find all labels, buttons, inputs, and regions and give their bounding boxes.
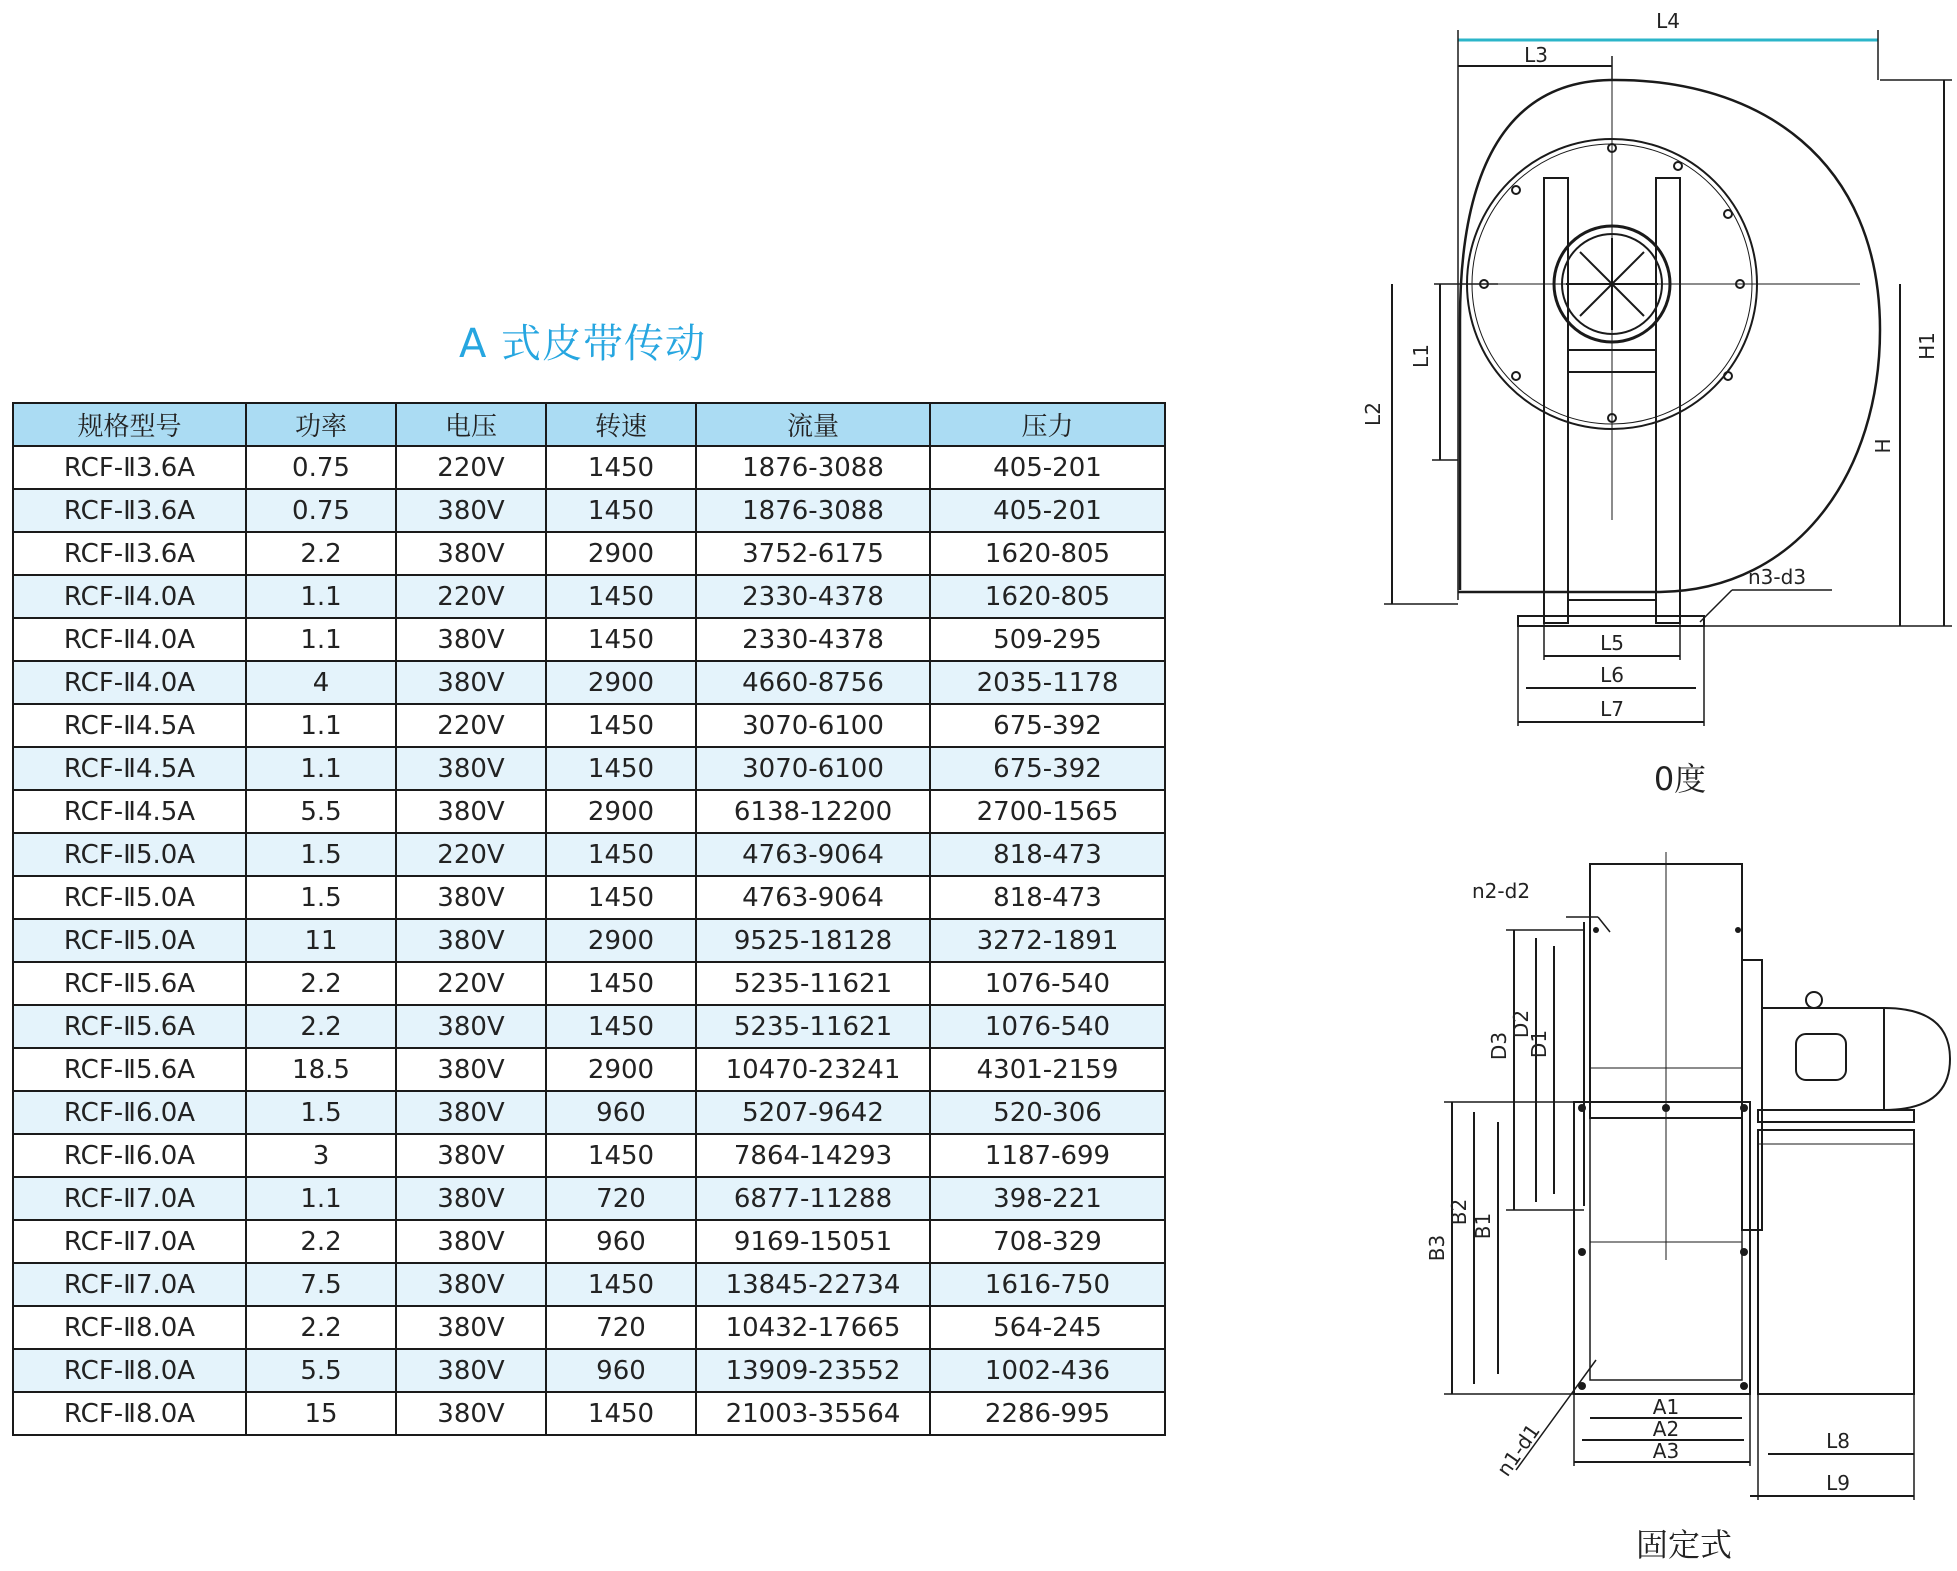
label-a1: A1: [1652, 1395, 1680, 1419]
label-l5: L5: [1600, 631, 1624, 655]
table-row: [13, 1091, 1165, 1134]
cell-power: 1.5: [246, 1091, 396, 1134]
cell-power: 2.2: [246, 1005, 396, 1048]
cell-speed: 1450: [546, 1005, 696, 1048]
cell-voltage: 380V: [396, 1177, 546, 1220]
table-header-row: [13, 403, 1165, 446]
cell-power: 4: [246, 661, 396, 704]
cell-flow: 2330-4378: [696, 618, 930, 661]
cell-pressure: 405-201: [930, 489, 1165, 532]
cell-voltage: 220V: [396, 704, 546, 747]
table-row: [13, 1177, 1165, 1220]
cell-speed: 1450: [546, 704, 696, 747]
header-model: 规格型号: [13, 403, 246, 446]
cell-speed: 1450: [546, 747, 696, 790]
page-title: A 式皮带传动: [458, 321, 707, 367]
cell-pressure: 564-245: [930, 1306, 1165, 1349]
cell-flow: 3070-6100: [696, 747, 930, 790]
label-l6: L6: [1600, 663, 1624, 687]
pulley-spokes: [1566, 238, 1658, 330]
motor-terminal-box: [1796, 1034, 1846, 1080]
header-flow: 流量: [696, 403, 930, 446]
label-b3: B3: [1425, 1234, 1449, 1262]
cell-model: RCF-Ⅱ5.0A: [13, 919, 246, 962]
cell-flow: 4763-9064: [696, 833, 930, 876]
cell-pressure: 1076-540: [930, 1005, 1165, 1048]
table-row: [13, 1392, 1165, 1435]
cell-power: 0.75: [246, 489, 396, 532]
cell-speed: 1450: [546, 618, 696, 661]
label-l9: L9: [1826, 1471, 1850, 1495]
cell-voltage: 380V: [396, 618, 546, 661]
table-row: [13, 876, 1165, 919]
cell-power: 5.5: [246, 1349, 396, 1392]
cell-flow: 5235-11621: [696, 962, 930, 1005]
cell-model: RCF-Ⅱ3.6A: [13, 532, 246, 575]
cell-voltage: 380V: [396, 747, 546, 790]
n3d3-leader: [1700, 590, 1732, 622]
label-l2: L2: [1361, 402, 1385, 426]
label-l8: L8: [1826, 1429, 1850, 1453]
cell-pressure: 3272-1891: [930, 919, 1165, 962]
cell-pressure: 675-392: [930, 704, 1165, 747]
cell-flow: 4660-8756: [696, 661, 930, 704]
cell-model: RCF-Ⅱ4.5A: [13, 790, 246, 833]
table-row: [13, 747, 1165, 790]
cell-speed: 720: [546, 1177, 696, 1220]
cell-pressure: 405-201: [930, 446, 1165, 489]
cell-voltage: 380V: [396, 876, 546, 919]
cell-voltage: 380V: [396, 1005, 546, 1048]
cell-voltage: 380V: [396, 661, 546, 704]
cell-speed: 1450: [546, 489, 696, 532]
cell-model: RCF-Ⅱ4.0A: [13, 618, 246, 661]
table-row: [13, 618, 1165, 661]
cell-speed: 1450: [546, 575, 696, 618]
cell-voltage: 380V: [396, 1048, 546, 1091]
table-row: [13, 575, 1165, 618]
cell-power: 1.1: [246, 575, 396, 618]
table-row: [13, 661, 1165, 704]
cell-power: 1.1: [246, 747, 396, 790]
cell-speed: 1450: [546, 446, 696, 489]
cell-flow: 5207-9642: [696, 1091, 930, 1134]
cell-power: 1.5: [246, 833, 396, 876]
label-l1: L1: [1409, 344, 1433, 368]
cell-model: RCF-Ⅱ5.0A: [13, 833, 246, 876]
cell-pressure: 398-221: [930, 1177, 1165, 1220]
table-row: [13, 489, 1165, 532]
cell-speed: 960: [546, 1349, 696, 1392]
header-speed: 转速: [546, 403, 696, 446]
label-b1: B1: [1471, 1212, 1495, 1240]
cell-pressure: 1002-436: [930, 1349, 1165, 1392]
cell-speed: 2900: [546, 790, 696, 833]
motor-end-cap: [1884, 1008, 1950, 1110]
side-view-caption: 固定式: [1635, 1526, 1732, 1564]
table-row: [13, 1220, 1165, 1263]
label-d1: D1: [1527, 1029, 1551, 1059]
cell-pressure: 2700-1565: [930, 790, 1165, 833]
label-d3: D3: [1487, 1031, 1511, 1061]
cell-model: RCF-Ⅱ5.6A: [13, 1048, 246, 1091]
cell-power: 3: [246, 1134, 396, 1177]
cell-model: RCF-Ⅱ5.6A: [13, 1005, 246, 1048]
cell-pressure: 675-392: [930, 747, 1165, 790]
cell-power: 2.2: [246, 1306, 396, 1349]
table-row: [13, 1005, 1165, 1048]
support-frame: [1758, 1130, 1914, 1394]
flange-bolts: [1578, 927, 1748, 1390]
bolt-hole: [1512, 186, 1520, 194]
cell-flow: 3070-6100: [696, 704, 930, 747]
cell-voltage: 380V: [396, 489, 546, 532]
cell-flow: 1876-3088: [696, 489, 930, 532]
n2d2-leader-tip: [1598, 917, 1610, 932]
table-row: [13, 1263, 1165, 1306]
cell-voltage: 380V: [396, 1220, 546, 1263]
table-row: [13, 1048, 1165, 1091]
cell-model: RCF-Ⅱ4.0A: [13, 661, 246, 704]
cell-speed: 720: [546, 1306, 696, 1349]
label-d2: D2: [1509, 1009, 1533, 1039]
cell-pressure: 4301-2159: [930, 1048, 1165, 1091]
cell-model: RCF-Ⅱ7.0A: [13, 1263, 246, 1306]
cell-power: 2.2: [246, 532, 396, 575]
cell-speed: 1450: [546, 833, 696, 876]
cell-voltage: 380V: [396, 532, 546, 575]
cell-power: 15: [246, 1392, 396, 1435]
cell-power: 2.2: [246, 962, 396, 1005]
cell-speed: 1450: [546, 1134, 696, 1177]
cell-flow: 13845-22734: [696, 1263, 930, 1306]
cell-model: RCF-Ⅱ8.0A: [13, 1306, 246, 1349]
label-n3d3: n3-d3: [1748, 565, 1807, 589]
cell-pressure: 2035-1178: [930, 661, 1165, 704]
spec-table: [12, 402, 1166, 1436]
cell-speed: 1450: [546, 1263, 696, 1306]
label-n1d1: n1-d1: [1491, 1419, 1545, 1481]
cell-model: RCF-Ⅱ4.5A: [13, 704, 246, 747]
volute-outer: [1458, 80, 1880, 592]
table-row: [13, 1134, 1165, 1177]
cell-flow: 21003-35564: [696, 1392, 930, 1435]
cell-voltage: 220V: [396, 833, 546, 876]
cell-power: 1.1: [246, 1177, 396, 1220]
bolt-hole: [1512, 372, 1520, 380]
frame-leg-left: [1544, 178, 1568, 623]
cell-speed: 2900: [546, 1048, 696, 1091]
cell-voltage: 380V: [396, 1134, 546, 1177]
cell-pressure: 509-295: [930, 618, 1165, 661]
label-b2: B2: [1447, 1198, 1471, 1226]
cell-flow: 2330-4378: [696, 575, 930, 618]
cell-pressure: 1620-805: [930, 532, 1165, 575]
cell-speed: 1450: [546, 1392, 696, 1435]
cell-model: RCF-Ⅱ3.6A: [13, 446, 246, 489]
bolt-hole: [1674, 162, 1682, 170]
cell-power: 0.75: [246, 446, 396, 489]
cell-voltage: 380V: [396, 1306, 546, 1349]
table-row: [13, 790, 1165, 833]
cell-pressure: 1187-699: [930, 1134, 1165, 1177]
motor-base: [1758, 1110, 1914, 1122]
cell-voltage: 380V: [396, 1349, 546, 1392]
cell-speed: 2900: [546, 919, 696, 962]
cell-pressure: 708-329: [930, 1220, 1165, 1263]
header-voltage: 电压: [396, 403, 546, 446]
cell-pressure: 1620-805: [930, 575, 1165, 618]
front-view-drawing: [1340, 0, 1957, 780]
cell-model: RCF-Ⅱ8.0A: [13, 1349, 246, 1392]
cell-model: RCF-Ⅱ7.0A: [13, 1220, 246, 1263]
cell-flow: 9169-15051: [696, 1220, 930, 1263]
table-row: [13, 704, 1165, 747]
table-row: [13, 1306, 1165, 1349]
cell-pressure: 1076-540: [930, 962, 1165, 1005]
cell-power: 1.1: [246, 704, 396, 747]
cell-flow: 9525-18128: [696, 919, 930, 962]
table-body: [13, 446, 1165, 1435]
cell-flow: 1876-3088: [696, 446, 930, 489]
cell-flow: 5235-11621: [696, 1005, 930, 1048]
cell-power: 11: [246, 919, 396, 962]
cell-flow: 7864-14293: [696, 1134, 930, 1177]
label-n2d2: n2-d2: [1472, 879, 1531, 903]
motor-body: [1762, 1008, 1884, 1110]
cell-power: 7.5: [246, 1263, 396, 1306]
cell-pressure: 1616-750: [930, 1263, 1165, 1306]
label-l3: L3: [1524, 43, 1548, 67]
cell-speed: 2900: [546, 532, 696, 575]
cell-voltage: 380V: [396, 790, 546, 833]
cell-flow: 4763-9064: [696, 876, 930, 919]
cell-power: 2.2: [246, 1220, 396, 1263]
cell-voltage: 380V: [396, 1091, 546, 1134]
cell-model: RCF-Ⅱ4.5A: [13, 747, 246, 790]
cell-model: RCF-Ⅱ3.6A: [13, 489, 246, 532]
cell-voltage: 220V: [396, 575, 546, 618]
header-power: 功率: [246, 403, 396, 446]
cell-speed: 2900: [546, 661, 696, 704]
frame-leg-right: [1656, 178, 1680, 623]
cell-speed: 1450: [546, 876, 696, 919]
cell-voltage: 220V: [396, 962, 546, 1005]
cell-pressure: 818-473: [930, 876, 1165, 919]
table-row: [13, 1349, 1165, 1392]
label-h: H: [1871, 438, 1895, 454]
label-a3: A3: [1652, 1439, 1680, 1463]
label-l7: L7: [1600, 697, 1624, 721]
label-l4: L4: [1656, 9, 1680, 33]
cell-pressure: 818-473: [930, 833, 1165, 876]
motor-lifting-eye: [1806, 992, 1822, 1008]
cell-model: RCF-Ⅱ6.0A: [13, 1134, 246, 1177]
cell-power: 5.5: [246, 790, 396, 833]
cell-flow: 6877-11288: [696, 1177, 930, 1220]
inlet-box: [1574, 1102, 1750, 1394]
cell-speed: 960: [546, 1220, 696, 1263]
cell-flow: 10470-23241: [696, 1048, 930, 1091]
cell-flow: 13909-23552: [696, 1349, 930, 1392]
cell-flow: 3752-6175: [696, 532, 930, 575]
cell-model: RCF-Ⅱ5.6A: [13, 962, 246, 1005]
table-row: [13, 919, 1165, 962]
base-plate: [1518, 616, 1704, 626]
cell-pressure: 2286-995: [930, 1392, 1165, 1435]
cell-model: RCF-Ⅱ6.0A: [13, 1091, 246, 1134]
cell-voltage: 380V: [396, 919, 546, 962]
cell-flow: 6138-12200: [696, 790, 930, 833]
cell-flow: 10432-17665: [696, 1306, 930, 1349]
cell-power: 1.1: [246, 618, 396, 661]
front-view-caption: 0度: [1653, 760, 1707, 798]
side-view-drawing: [1340, 840, 1957, 1540]
cell-power: 18.5: [246, 1048, 396, 1091]
cell-voltage: 380V: [396, 1392, 546, 1435]
cell-pressure: 520-306: [930, 1091, 1165, 1134]
cell-model: RCF-Ⅱ7.0A: [13, 1177, 246, 1220]
table-row: [13, 532, 1165, 575]
cell-speed: 1450: [546, 962, 696, 1005]
table-row: [13, 962, 1165, 1005]
cell-voltage: 380V: [396, 1263, 546, 1306]
cell-model: RCF-Ⅱ8.0A: [13, 1392, 246, 1435]
bolt-hole: [1724, 210, 1732, 218]
table-row: [13, 446, 1165, 489]
header-pressure: 压力: [930, 403, 1165, 446]
label-h1: H1: [1915, 332, 1939, 360]
cell-power: 1.5: [246, 876, 396, 919]
cell-speed: 960: [546, 1091, 696, 1134]
cell-model: RCF-Ⅱ4.0A: [13, 575, 246, 618]
cell-model: RCF-Ⅱ5.0A: [13, 876, 246, 919]
table-row: [13, 833, 1165, 876]
label-a2: A2: [1652, 1417, 1680, 1441]
cell-voltage: 220V: [396, 446, 546, 489]
